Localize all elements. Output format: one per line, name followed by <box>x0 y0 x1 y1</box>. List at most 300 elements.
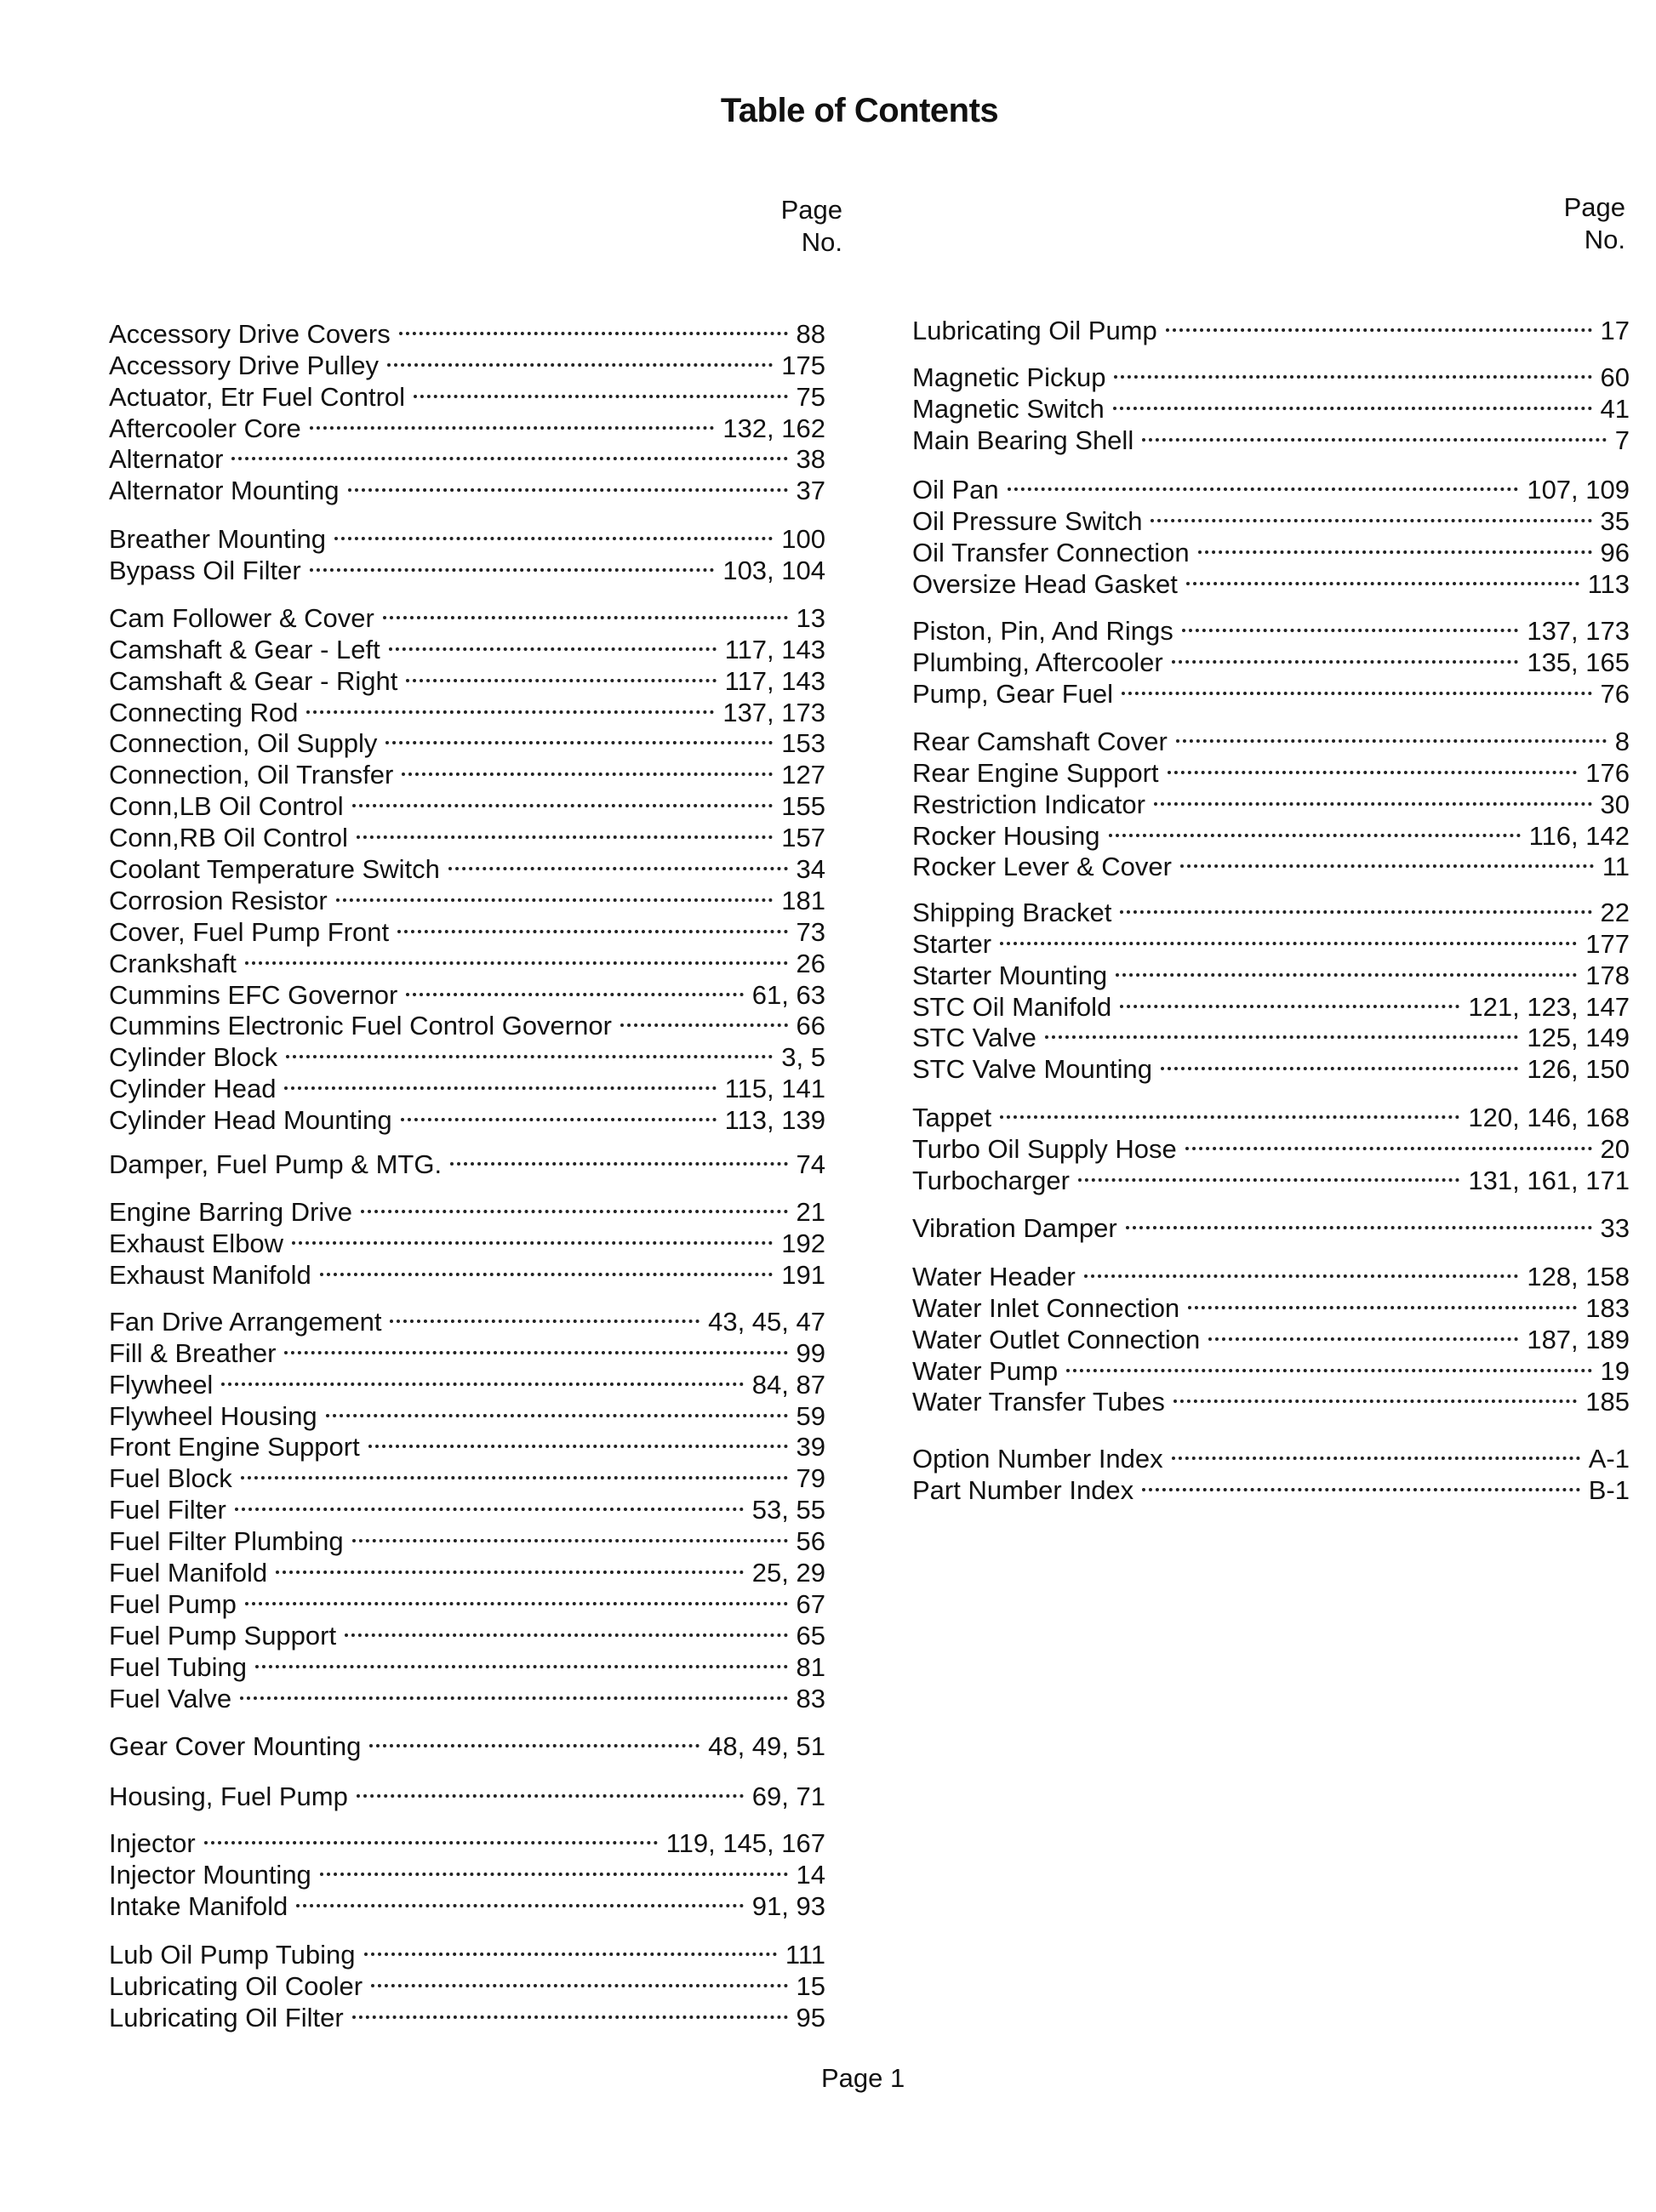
toc-entry-label: Water Outlet Connection <box>912 1324 1201 1354</box>
toc-entry-page: 121, 123, 147 <box>1468 991 1630 1022</box>
dot-leader <box>310 406 715 437</box>
dot-leader <box>1173 1380 1577 1411</box>
toc-entry-label: Lub Oil Pump Tubing <box>109 1939 356 1970</box>
dot-leader <box>336 878 774 909</box>
toc-entry-label: Connecting Rod <box>109 697 299 727</box>
toc-entry-page: 3, 5 <box>781 1042 825 1073</box>
dot-leader <box>292 1221 773 1252</box>
dot-leader <box>235 1487 744 1519</box>
toc-entry-page: 115, 141 <box>724 1074 825 1104</box>
toc-entry[interactable] <box>109 1852 825 1890</box>
toc-entry-label: Crankshaft <box>109 948 237 978</box>
dot-leader <box>406 972 743 1004</box>
dot-leader <box>1186 562 1579 593</box>
toc-entry[interactable] <box>109 1724 825 1761</box>
toc-entry-label: Camshaft & Gear - Right <box>109 665 398 696</box>
toc-entry-label: Magnetic Switch <box>912 393 1105 424</box>
toc-entry-page: B-1 <box>1588 1474 1630 1505</box>
toc-entry-label: Bypass Oil Filter <box>109 555 301 585</box>
toc-entry-page: 8 <box>1614 726 1630 756</box>
toc-entry[interactable] <box>109 311 825 349</box>
toc-entry-page: 137, 173 <box>722 697 825 727</box>
toc-entry-label: Aftercooler Core <box>109 413 301 443</box>
header-line-no: No. <box>801 227 842 257</box>
toc-entry-page: 30 <box>1600 789 1630 819</box>
dot-leader <box>620 1004 788 1035</box>
toc-entry-label: Rear Camshaft Cover <box>912 726 1168 756</box>
toc-entry[interactable] <box>912 1126 1630 1164</box>
toc-entry-label: Damper, Fuel Pump & MTG. <box>109 1149 443 1179</box>
toc-entry-label: STC Oil Manifold <box>912 991 1112 1022</box>
toc-entry-page: 60 <box>1600 362 1630 392</box>
toc-entry-label: Connection, Oil Transfer <box>109 760 394 790</box>
toc-entry-label: Oil Pressure Switch <box>912 505 1143 536</box>
dot-leader <box>406 658 716 690</box>
dot-leader <box>221 1362 743 1394</box>
toc-group-h <box>109 1774 825 1811</box>
dot-leader <box>1188 1286 1577 1317</box>
toc-group-c <box>109 596 825 1136</box>
toc-entry-label: Rocker Housing <box>912 820 1100 851</box>
toc-entry[interactable] <box>912 953 1630 990</box>
toc-entry[interactable] <box>109 1821 825 1858</box>
toc-entry-label: Turbocharger <box>912 1165 1070 1195</box>
toc-entry-label: Tappet <box>912 1102 992 1132</box>
dot-leader <box>1000 1095 1459 1126</box>
toc-entry-page: 88 <box>796 318 825 349</box>
toc-entry-page: 175 <box>781 350 825 380</box>
toc-entry-label: Connection, Oil Supply <box>109 728 378 759</box>
toc-entry-page: 137, 173 <box>1527 615 1630 646</box>
dot-leader <box>1208 1317 1518 1348</box>
toc-entry-page: 125, 149 <box>1527 1023 1630 1053</box>
toc-entry-page: A-1 <box>1588 1443 1630 1474</box>
toc-entry-label: Intake Manifold <box>109 1890 288 1921</box>
toc-group-s <box>912 890 1630 1085</box>
toc-entry-page: 61, 63 <box>751 979 825 1010</box>
toc-entry[interactable] <box>912 890 1630 927</box>
dot-leader <box>348 468 788 499</box>
toc-entry-page: 75 <box>796 381 825 412</box>
toc-entry-page: 11 <box>1602 852 1630 882</box>
toc-entry-page: 126, 150 <box>1527 1054 1630 1085</box>
toc-entry-page: 103, 104 <box>722 555 825 585</box>
toc-entry-label: Exhaust Manifold <box>109 1259 311 1290</box>
toc-entry-label: Lubricating Oil Pump <box>912 315 1157 345</box>
toc-entry-label: Fuel Tubing <box>109 1651 247 1682</box>
dot-leader <box>1176 719 1607 750</box>
toc-entry[interactable] <box>109 1142 825 1179</box>
toc-entry-label: Starter Mounting <box>912 960 1108 990</box>
dot-leader <box>387 343 773 374</box>
toc-entry-page: 81 <box>796 1651 825 1682</box>
toc-entry-page: 26 <box>796 948 825 978</box>
toc-entry[interactable] <box>912 308 1630 345</box>
toc-entry-label: Fuel Pump Support <box>109 1620 337 1650</box>
dot-leader <box>414 374 787 406</box>
page-title: Table of Contents <box>720 92 999 129</box>
toc-entry-label: Turbo Oil Supply Hose <box>912 1133 1177 1164</box>
dot-leader <box>1126 1206 1592 1237</box>
toc-entry-page: 84, 87 <box>751 1369 825 1400</box>
toc-group-r <box>912 719 1630 882</box>
toc-entry-label: Cam Follower & Cover <box>109 602 374 633</box>
toc-entry-page: 91, 93 <box>751 1890 825 1921</box>
dot-leader <box>1122 671 1591 703</box>
toc-entry-page: 17 <box>1600 315 1630 345</box>
toc-group-index <box>912 1436 1630 1505</box>
toc-entry-page: 96 <box>1600 537 1630 567</box>
toc-entry-label: Cylinder Block <box>109 1042 278 1073</box>
toc-entry-label: Conn,LB Oil Control <box>109 791 344 822</box>
toc-entry-label: Corrosion Resistor <box>109 885 328 915</box>
toc-entry-label: Rocker Lever & Cover <box>912 852 1172 882</box>
dot-leader <box>1109 813 1521 845</box>
dot-leader <box>1172 1436 1580 1468</box>
toc-entry-label: Oversize Head Gasket <box>912 568 1178 599</box>
toc-group-l <box>109 1932 825 2032</box>
toc-group-w <box>912 1254 1630 1417</box>
dot-leader <box>204 1821 658 1852</box>
toc-entry-label: Cylinder Head <box>109 1074 277 1104</box>
dot-leader <box>310 548 715 579</box>
dot-leader <box>320 1852 788 1884</box>
toc-entry-page: 13 <box>796 602 825 633</box>
toc-entry-page: 25, 29 <box>751 1558 825 1588</box>
toc-entry-label: Part Number Index <box>912 1474 1134 1505</box>
toc-entry-page: 21 <box>796 1196 825 1227</box>
toc-group-t <box>912 1095 1630 1195</box>
toc-entry[interactable] <box>109 1774 825 1811</box>
toc-entry-page: 35 <box>1600 505 1630 536</box>
toc-entry[interactable] <box>912 719 1630 756</box>
dot-leader <box>399 311 788 343</box>
dot-leader <box>1045 1016 1518 1047</box>
toc-entry-label: Piston, Pin, And Rings <box>912 615 1173 646</box>
toc-entry-page: 99 <box>796 1337 825 1368</box>
toc-entry-page: 185 <box>1585 1387 1630 1417</box>
toc-entry-page: 183 <box>1585 1292 1630 1323</box>
toc-entry-page: 67 <box>796 1588 825 1619</box>
dot-leader <box>241 1456 788 1487</box>
dot-leader <box>361 1189 787 1221</box>
toc-entry[interactable] <box>912 608 1630 646</box>
dot-leader <box>326 1394 788 1425</box>
dot-leader <box>286 1035 773 1066</box>
toc-entry-page: 155 <box>781 791 825 822</box>
dot-leader <box>1116 953 1577 984</box>
toc-entry-page: 48, 49, 51 <box>708 1730 825 1761</box>
toc-entry-label: Lubricating Oil Filter <box>109 2002 344 2032</box>
toc-entry-page: 116, 142 <box>1528 820 1630 851</box>
toc-entry-label: Cover, Fuel Pump Front <box>109 916 390 947</box>
toc-group-i <box>109 1821 825 1921</box>
dot-leader <box>368 1425 788 1457</box>
toc-entry-label: Actuator, Etr Fuel Control <box>109 381 406 412</box>
dot-leader <box>306 690 714 721</box>
toc-entry-page: 187, 189 <box>1527 1324 1630 1354</box>
toc-group-d <box>109 1142 825 1179</box>
toc-entry[interactable] <box>912 499 1630 536</box>
toc-entry-page: 117, 143 <box>724 665 825 696</box>
toc-entry-label: Plumbing, Aftercooler <box>912 647 1163 677</box>
toc-entry-label: Conn,RB Oil Control <box>109 823 348 853</box>
toc-entry-label: Injector <box>109 1827 196 1858</box>
dot-leader <box>284 1066 716 1097</box>
toc-entry-page: 43, 45, 47 <box>708 1306 825 1337</box>
toc-entry-page: 128, 158 <box>1527 1261 1630 1291</box>
toc-entry-label: Main Bearing Shell <box>912 425 1134 455</box>
dot-leader <box>255 1645 788 1676</box>
toc-entry-label: STC Valve <box>912 1023 1036 1053</box>
toc-entry-label: Rear Engine Support <box>912 757 1159 788</box>
toc-entry-label: Breather Mounting <box>109 523 327 554</box>
toc-entry-page: 111 <box>785 1939 825 1970</box>
header-line-page: Page <box>1563 192 1625 222</box>
toc-entry-label: Exhaust Elbow <box>109 1228 284 1258</box>
toc-entry-page: 14 <box>796 1859 825 1890</box>
toc-entry-label: Vibration Damper <box>912 1212 1117 1243</box>
toc-entry-page: 113 <box>1587 568 1630 599</box>
dot-leader <box>345 1613 787 1645</box>
toc-entry-label: Cummins Electronic Fuel Control Governor <box>109 1011 612 1041</box>
toc-entry-page: 100 <box>781 523 825 554</box>
toc-entry-label: STC Valve Mounting <box>912 1054 1152 1085</box>
toc-entry-label: Water Header <box>912 1261 1076 1291</box>
toc-entry-page: 73 <box>796 916 825 947</box>
dot-leader <box>352 784 774 815</box>
toc-group-o <box>912 467 1630 599</box>
toc-entry-page: 41 <box>1600 393 1630 424</box>
right-page-no-header <box>1532 191 1625 256</box>
toc-group-l <box>912 308 1630 345</box>
dot-leader <box>1166 308 1592 339</box>
toc-entry[interactable] <box>912 1206 1630 1243</box>
toc-entry-page: 131, 161, 171 <box>1468 1165 1630 1195</box>
toc-entry[interactable] <box>912 1436 1630 1474</box>
toc-entry[interactable] <box>109 1189 825 1227</box>
toc-entry-page: 135, 165 <box>1527 647 1630 677</box>
toc-entry-page: 178 <box>1585 960 1630 990</box>
toc-entry-label: Coolant Temperature Switch <box>109 854 440 885</box>
toc-entry-page: 113, 139 <box>724 1105 825 1136</box>
toc-entry-page: 191 <box>781 1259 825 1290</box>
dot-leader <box>1198 530 1592 562</box>
dot-leader <box>1078 1158 1459 1189</box>
toc-group-b <box>109 516 825 585</box>
toc-entry[interactable] <box>109 1299 825 1337</box>
toc-entry-page: 39 <box>796 1432 825 1462</box>
toc-entry-label: Fuel Filter Plumbing <box>109 1526 344 1557</box>
toc-entry-label: Flywheel <box>109 1369 214 1400</box>
toc-entry-label: Oil Pan <box>912 474 999 505</box>
toc-entry-page: 107, 109 <box>1527 474 1630 505</box>
toc-entry[interactable] <box>912 1095 1630 1132</box>
toc-entry-page: 33 <box>1600 1212 1630 1243</box>
toc-entry-page: 38 <box>796 444 825 475</box>
dot-leader <box>245 941 788 972</box>
toc-group-m <box>912 355 1630 455</box>
toc-entry-page: 117, 143 <box>724 634 825 664</box>
dot-leader <box>1142 418 1607 449</box>
toc-entry[interactable] <box>109 516 825 554</box>
dot-leader <box>369 1724 700 1755</box>
toc-entry-page: 181 <box>781 885 825 915</box>
toc-entry-page: 37 <box>796 476 825 506</box>
toc-entry[interactable] <box>912 355 1630 392</box>
toc-entry-label: Oil Transfer Connection <box>912 537 1190 567</box>
toc-entry-page: 7 <box>1614 425 1630 455</box>
dot-leader <box>1000 921 1577 953</box>
toc-entry-label: Gear Cover Mounting <box>109 1730 362 1761</box>
toc-entry-label: Engine Barring Drive <box>109 1196 353 1227</box>
dot-leader <box>450 1142 787 1173</box>
toc-entry-label: Accessory Drive Pulley <box>109 350 379 380</box>
dot-leader <box>1161 1046 1518 1078</box>
toc-entry-page: 76 <box>1600 678 1630 709</box>
toc-entry-page: 66 <box>796 1011 825 1041</box>
toc-entry-page: 157 <box>781 823 825 853</box>
dot-leader <box>371 1964 787 1995</box>
dot-leader <box>364 1932 777 1964</box>
dot-leader <box>357 1774 744 1805</box>
dot-leader <box>1114 355 1591 386</box>
dot-leader <box>334 516 773 548</box>
dot-leader <box>1151 499 1591 530</box>
dot-leader <box>245 1582 788 1613</box>
toc-entry-label: Accessory Drive Covers <box>109 318 391 349</box>
dot-leader <box>357 815 773 847</box>
toc-entry-page: 56 <box>796 1526 825 1557</box>
toc-entry-label: Fuel Pump <box>109 1588 237 1619</box>
toc-entry-page: 192 <box>781 1228 825 1258</box>
toc-entry[interactable] <box>912 1254 1630 1291</box>
toc-entry-page: 79 <box>796 1463 825 1494</box>
toc-entry-page: 34 <box>796 854 825 885</box>
dot-leader <box>320 1252 773 1284</box>
toc-entry-label: Alternator <box>109 444 224 475</box>
dot-leader <box>240 1676 787 1707</box>
dot-leader <box>1168 750 1578 782</box>
toc-entry[interactable] <box>109 596 825 633</box>
toc-entry-label: Fan Drive Arrangement <box>109 1306 382 1337</box>
dot-leader <box>352 1519 788 1550</box>
toc-entry-label: Camshaft & Gear - Left <box>109 634 380 664</box>
toc-group-e <box>109 1189 825 1290</box>
toc-entry-label: Fuel Block <box>109 1463 232 1494</box>
dot-leader <box>448 847 788 878</box>
left-page-no-header <box>749 194 842 259</box>
toc-entry-page: 20 <box>1600 1133 1630 1164</box>
toc-group-v <box>912 1206 1630 1243</box>
toc-entry-page: 59 <box>796 1400 825 1431</box>
toc-entry-label: Lubricating Oil Cooler <box>109 1970 363 2001</box>
toc-entry[interactable] <box>912 467 1630 505</box>
dot-leader <box>1008 467 1519 499</box>
toc-entry[interactable] <box>912 921 1630 959</box>
dot-leader <box>385 721 773 753</box>
dot-leader <box>1066 1348 1591 1380</box>
toc-group-a <box>109 311 825 506</box>
toc-group-p <box>912 608 1630 709</box>
toc-entry-label: Starter <box>912 928 992 959</box>
toc-entry-label: Fuel Valve <box>109 1683 232 1713</box>
dot-leader <box>296 1884 744 1915</box>
toc-entry-label: Water Transfer Tubes <box>912 1387 1165 1417</box>
dot-leader <box>1142 1468 1580 1499</box>
toc-entry-label: Water Pump <box>912 1355 1059 1386</box>
toc-entry-label: Front Engine Support <box>109 1432 360 1462</box>
dot-leader <box>401 1097 717 1129</box>
dot-leader <box>1185 1126 1592 1158</box>
toc-entry-label: Flywheel Housing <box>109 1400 317 1431</box>
dot-leader <box>397 909 787 941</box>
toc-entry-label: Pump, Gear Fuel <box>912 678 1114 709</box>
toc-group-f <box>109 1299 825 1713</box>
toc-entry-page: 95 <box>796 2002 825 2032</box>
toc-entry-page: 22 <box>1600 897 1630 927</box>
header-line-page: Page <box>780 195 842 225</box>
dot-leader <box>276 1550 744 1582</box>
dot-leader <box>352 1995 788 2027</box>
toc-entry-label: Housing, Fuel Pump <box>109 1781 348 1811</box>
dot-leader <box>1120 890 1591 921</box>
toc-entry-label: Injector Mounting <box>109 1859 311 1890</box>
toc-entry-page: 83 <box>796 1683 825 1713</box>
dot-leader <box>402 752 773 784</box>
toc-group-g <box>109 1724 825 1761</box>
toc-entry-page: 177 <box>1585 928 1630 959</box>
toc-entry-label: Fill & Breather <box>109 1337 277 1368</box>
toc-entry-label: Fuel Filter <box>109 1495 226 1525</box>
toc-entry-label: Cylinder Head Mounting <box>109 1105 392 1136</box>
toc-entry-label: Shipping Bracket <box>912 897 1112 927</box>
dot-leader <box>1154 782 1592 813</box>
toc-entry-page: 120, 146, 168 <box>1468 1102 1630 1132</box>
toc-entry-label: Alternator Mounting <box>109 476 340 506</box>
dot-leader <box>1084 1254 1519 1286</box>
toc-entry-page: 53, 55 <box>751 1495 825 1525</box>
dot-leader <box>390 1299 700 1331</box>
dot-leader <box>284 1331 787 1362</box>
toc-entry-label: Fuel Manifold <box>109 1558 268 1588</box>
toc-entry-page: 74 <box>796 1149 825 1179</box>
dot-leader <box>1180 845 1594 876</box>
toc-entry-label: Magnetic Pickup <box>912 362 1106 392</box>
dot-leader <box>1182 608 1519 640</box>
dot-leader <box>1113 386 1592 418</box>
dot-leader <box>389 627 717 658</box>
toc-entry-page: 15 <box>796 1970 825 2001</box>
header-line-no: No. <box>1584 225 1625 254</box>
page-number-footer: Page 1 <box>821 2063 905 2093</box>
dot-leader <box>383 596 788 627</box>
toc-entry-label: Restriction Indicator <box>912 789 1145 819</box>
toc-entry-label: Water Inlet Connection <box>912 1292 1180 1323</box>
toc-entry-page: 119, 145, 167 <box>665 1827 825 1858</box>
toc-entry-label: Cummins EFC Governor <box>109 979 398 1010</box>
dot-leader <box>231 437 787 469</box>
toc-entry-page: 19 <box>1600 1355 1630 1386</box>
toc-entry-page: 127 <box>781 760 825 790</box>
toc-entry-page: 69, 71 <box>751 1781 825 1811</box>
toc-entry-page: 153 <box>781 728 825 759</box>
dot-leader <box>1120 984 1459 1016</box>
toc-entry[interactable] <box>109 1932 825 1970</box>
toc-entry-page: 65 <box>796 1620 825 1650</box>
toc-entry-page: 132, 162 <box>722 413 825 443</box>
toc-entry-label: Option Number Index <box>912 1443 1163 1474</box>
